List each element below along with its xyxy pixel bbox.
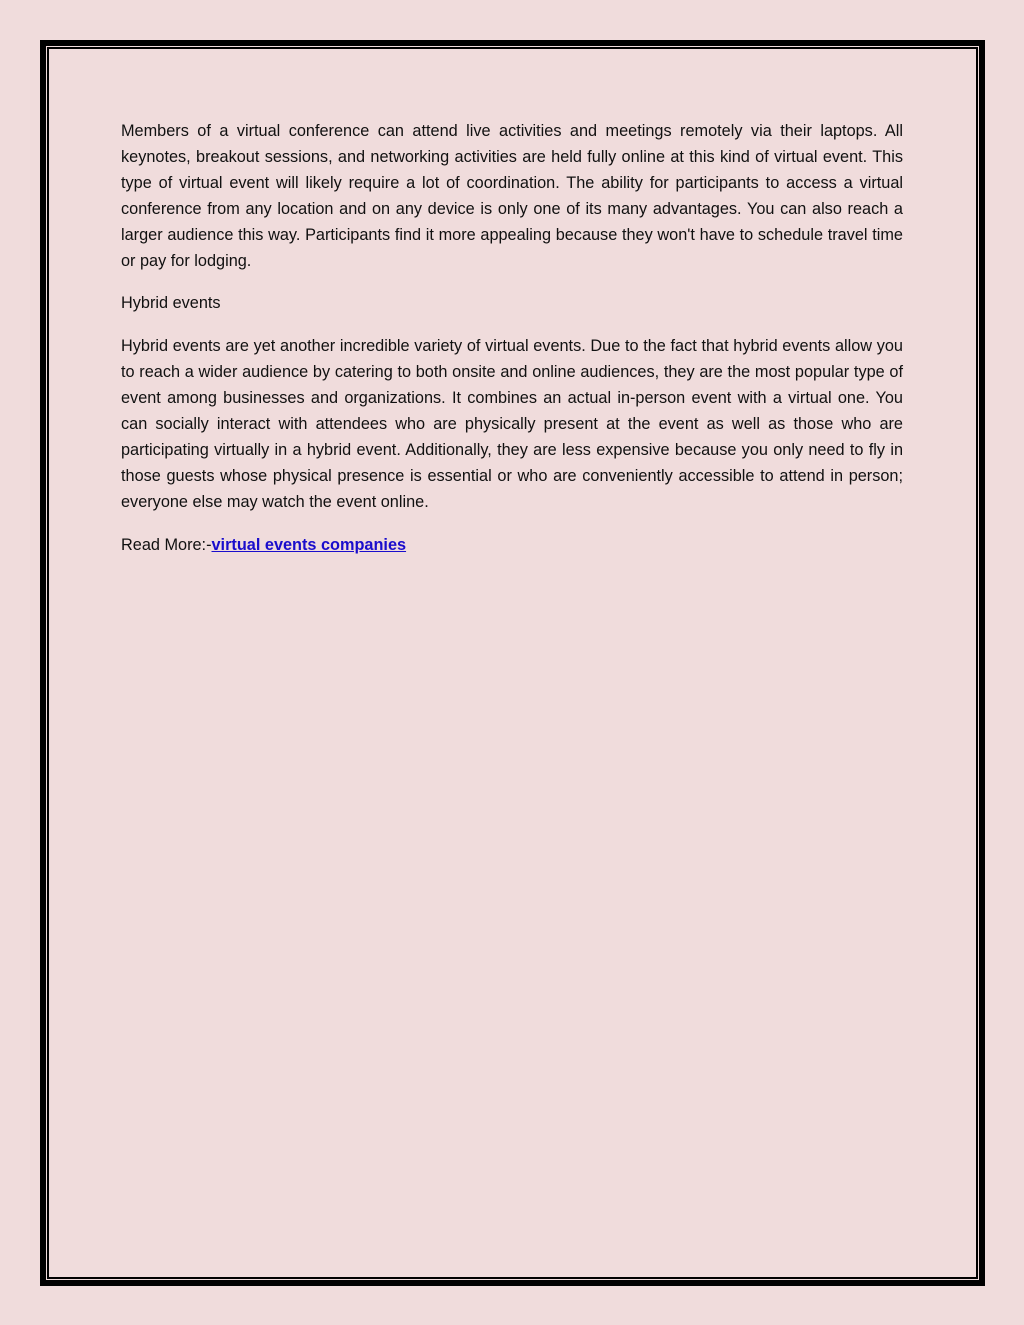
document-body: [121, 119, 903, 576]
hybrid-events-paragraph: Hybrid events are yet another incredible variety of virtual events. Due to the fact that hybrid events allow you to reach a wider audience by catering to both onsite and online audiences, they are the most popular type of event among businesses and organizations. It combines an actual in-person event with a virtual one. You can socially interact with attendees who are physically present at the event as well as those who are participating virtually in a hybrid event. Additionally, they are less expensive because you only need to fly in those guests whose physical presence is essential or who are conveniently accessible to attend in person; everyone else may watch the event online.: [121, 337, 903, 511]
hybrid-events-heading: Hybrid events: [121, 294, 221, 313]
read-more-line: [121, 533, 903, 559]
read-more-prefix: Read More:-: [121, 535, 212, 554]
virtual-events-companies-link[interactable]: virtual events companies: [211, 535, 407, 554]
intro-paragraph: Members of a virtual conference can attend live activities and meetings remotely via their laptops. All keynotes, breakout sessions, and networking activities are held fully online at this kind of virtual event. This type of virtual event will likely require a lot of coordination. The ability for participants to access a virtual conference from any location and on any device is only one of its many advantages. You can also reach a larger audience this way. Participants find it more appealing because they won't have to schedule travel time or pay for lodging.: [121, 122, 903, 270]
